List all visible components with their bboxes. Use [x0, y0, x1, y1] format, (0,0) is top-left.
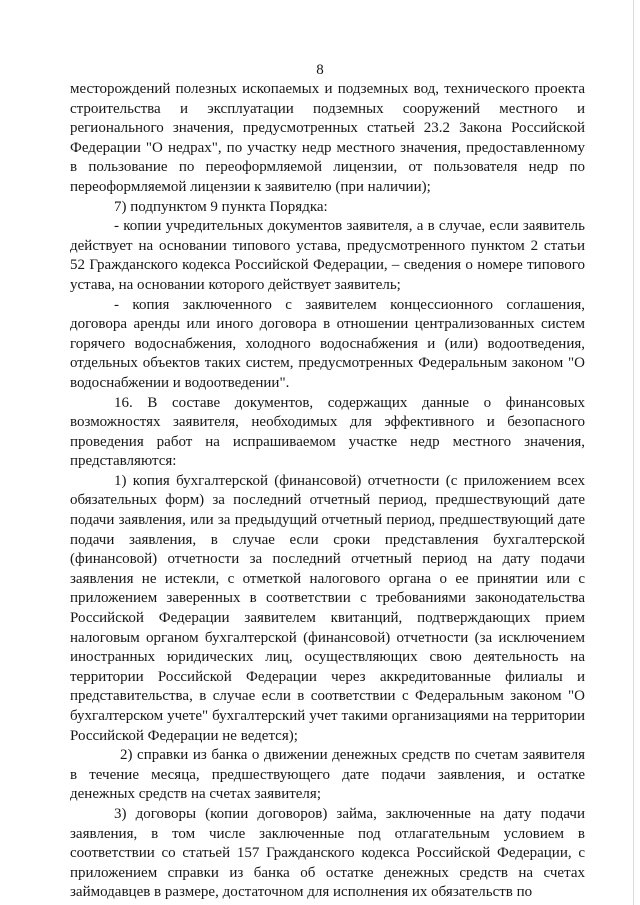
paragraph-4: - копия заключенного с заявителем концессионного соглашения, договора аренды или иного договора в отношении централизованных систем горячего водоснабжения, холодного водоснабжения и (или) водоотведения, отдельных объектов таких систем, предусмотренных Федеральным законом "О водоснабжении и водоотведении". [70, 296, 585, 391]
paragraph-1: месторождений полезных ископаемых и подземных вод, технического проекта строительства и эксплуатации подземных сооружений местного и регионального значения, предусмотренных статьей 23.2 Закона Российской Федерации "О недрах", по участку недр местного значения, предоставленному в пользование по переоформляемой лицензии, от пользователя недр по переоформляемой лицензии к заявителю (при наличии); [70, 81, 585, 195]
paragraph-7: 2) справки из банка о движении денежных средств по счетам заявителя в течение месяца, предшествующего дате подачи заявления, и остатке денежных средств на счетах заявителя; [70, 747, 585, 803]
paragraph-6: 1) копия бухгалтерской (финансовой) отчетности (с приложением всех обязательных форм) за последний отчетный период, предшествующий дате подачи заявления, или за предыдущий отчетный период, предшествующий дате подачи заявления, в случае если сроки представления бухгалтерской (финансовой) отчетности за последний отчетный период на дату подачи заявления не истекли, с отметкой налогового органа о ее принятии или с приложением заверенных в соответствии с требованиями законодательства Российской Федерации заявителем квитанций, подтверждающих прием налоговым органом бухгалтерской (финансовой) отчетности (за исключением иностранных юридических лиц, осуществляющих свою деятельность на территории Российской Федерации через аккредитованные филиалы и представительства, в случае если в соответствии с Федеральным законом "О бухгалтерском учете" бухгалтерский учет такими организациями на территории Российской Федерации не ведется); [70, 472, 585, 744]
body-text [70, 80, 585, 903]
paragraph-5: 16. В составе документов, содержащих данные о финансовых возможностях заявителя, необходимых для эффективного и безопасного проведения работ на испрашиваемом участке недр местного значения, представляются: [70, 394, 585, 470]
paragraph-8: 3) договоры (копии договоров) займа, заключенные на дату подачи заявления, в том числе заключенные под отлагательным условием в соответствии со статьей 157 Гражданского кодекса Российской Федерации, с приложением справки из банка об остатке денежных средств на счетах займодавцев в размере, достаточном для исполнения их обязательств по [70, 805, 585, 901]
paragraph-3: - копии учредительных документов заявителя, а в случае, если заявитель действует на основании типового устава, предусмотренного пунктом 2 статьи 52 Гражданского кодекса Российской Федерации, – сведения о номере типового устава, на основании которого действует заявитель; [70, 218, 585, 293]
paragraph-2: 7) подпунктом 9 пункта Порядка: [114, 198, 328, 215]
page-number: 8 [316, 62, 324, 78]
scan-edge-line [633, 0, 634, 905]
